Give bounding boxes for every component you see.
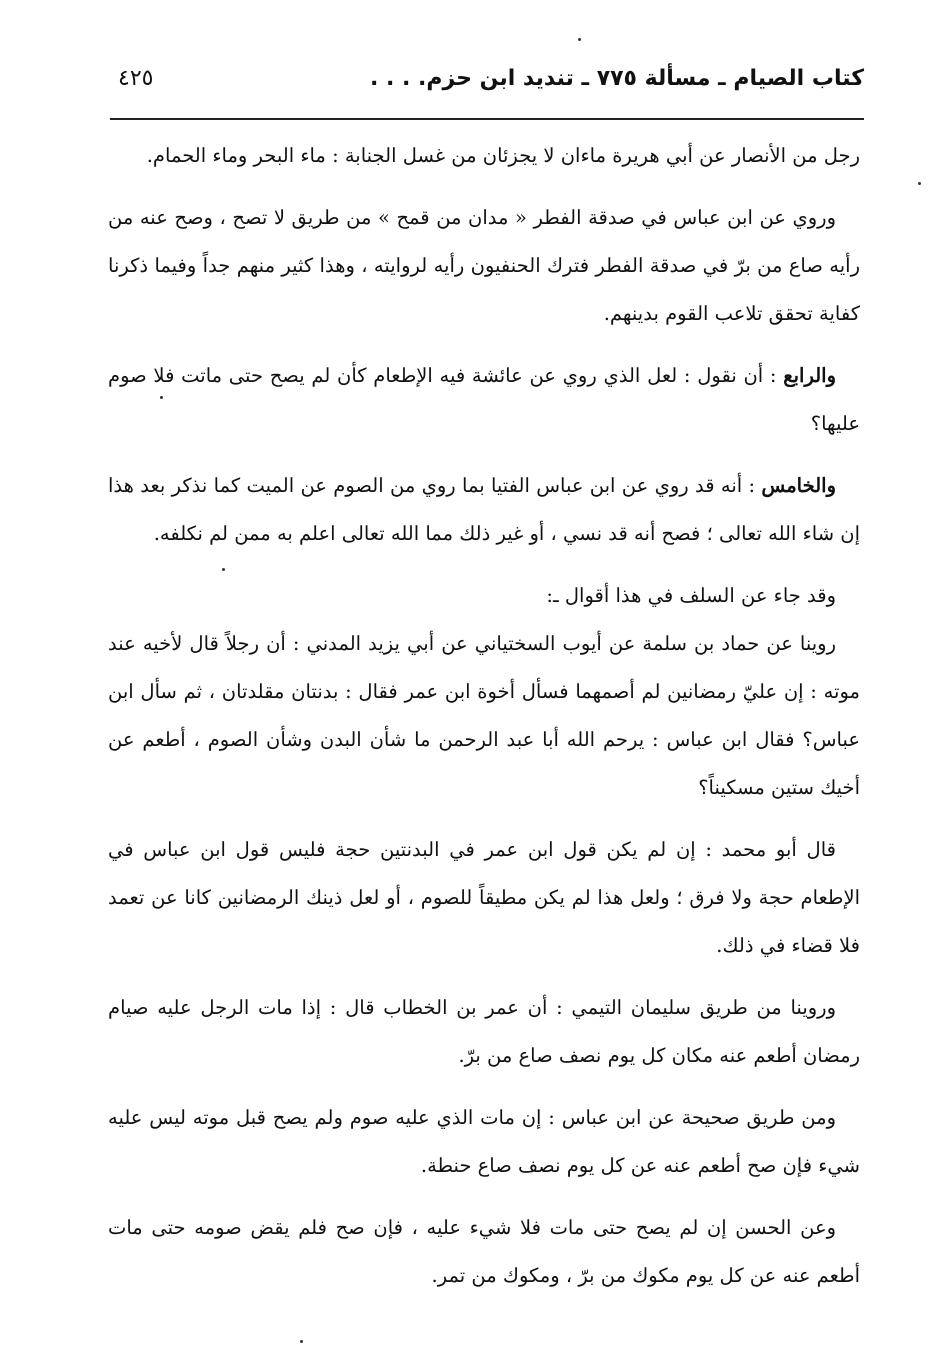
paragraph-1: رجل من الأنصار عن أبي هريرة ماءان لا يجزئان من غسل الجنابة : ماء البحر وماء الحمام. [146,144,860,167]
scan-speck [222,568,225,571]
page-number: ٤٢٥ [118,65,154,91]
paragraph-7: قال أبو محمد : إن لم يكن قول ابن عمر في البدنتين حجة فليس قول ابن عباس في الإطعام حجة ولا فرق ؛ ولعل هذا لم يكن مطيقاً للصوم ، أو لعل ذينك الرمضانين كانا عن تعمد فلا قضاء في ذلك. [108,838,860,957]
running-title: كتاب الصيام ـ مسألة ٧٧٥ ـ تنديد ابن حزم. . . . [369,65,864,91]
scan-speck [300,1340,303,1343]
paragraph-4-text: : أنه قد روي عن ابن عباس الفتيا بما روي من الصوم عن الميت كما نذكر بعد هذا إن شاء الله تعالى ؛ فصح أنه قد نسي ، أو غير ذلك مما الله تعالى اعلم به ممن لم نكلفه. [108,474,860,545]
scan-speck [160,396,163,399]
paragraph-8: وروينا من طريق سليمان التيمي : أن عمر بن الخطاب قال : إذا مات الرجل عليه صيام رمضان أطعم عنه مكان كل يوم نصف صاع من برّ. [108,996,860,1067]
page-body [108,132,860,1314]
paragraph-10: وعن الحسن إن لم يصح حتى مات فلا شيء عليه ، فإن صح فلم يقض صومه حتى مات أطعم عنه عن كل يوم مكوك من برّ ، ومكوك من تمر. [108,1216,860,1287]
scan-speck [918,182,921,185]
paragraph-2: وروي عن ابن عباس في صدقة الفطر « مدان من قمح » من طريق لا تصح ، وصح عنه من رأيه صاع من برّ في صدقة الفطر فترك الحنفيون رأيه لروايته ، وهذا كثير منهم جداً وفيما ذكرنا كفاية تحقق تلاعب القوم بدينهم. [108,206,860,325]
paragraph-3 [108,352,860,448]
paragraph-5: وقد جاء عن السلف في هذا أقوال ـ: [546,584,836,607]
scan-speck [578,38,581,41]
paragraph-9: ومن طريق صحيحة عن ابن عباس : إن مات الذي عليه صوم ولم يصح قبل موته ليس عليه شيء فإن صح أطعم عنه عن كل يوم نصف صاع حنطة. [108,1106,860,1177]
paragraph-6: روينا عن حماد بن سلمة عن أيوب السختياني عن أبي يزيد المدني : أن رجلاً قال لأخيه عند موته : إن عليّ رمضانين لم أصمهما فسأل أخوة ابن عمر فقال : بدنتان مقلدتان ، ثم سأل ابن عباس؟ فقال ابن عباس : يرحم الله أبا عبد الرحمن ما شأن البدن وشأن الصوم ، أطعم عن أخيك ستين مسكيناً؟ [108,632,860,799]
paragraph-3-lead: والرابع [783,364,836,387]
header-rule [110,118,864,120]
paragraph-4 [108,462,860,558]
running-header [118,58,864,98]
paragraph-3-text: : أن نقول : لعل الذي روي عن عائشة فيه الإطعام كأن لم يصح حتى ماتت فلا صوم عليها؟ [108,364,860,435]
paragraph-4-lead: والخامس [761,474,836,497]
